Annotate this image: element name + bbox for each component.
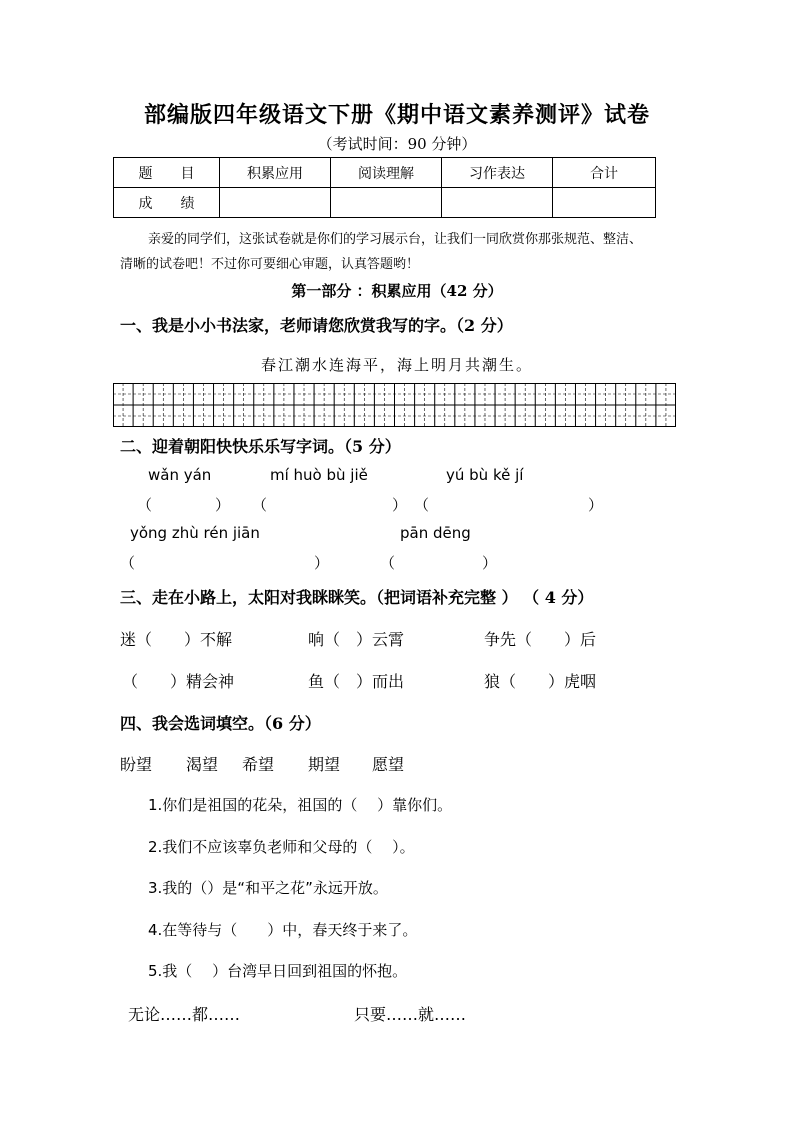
fill-blank-item: 4.在等待与（ ）中，春天终于来了。	[148, 921, 418, 939]
idiom-fill-item: 迷（ ）不解	[120, 630, 233, 649]
writing-grid[interactable]	[113, 383, 676, 427]
score-cell[interactable]	[553, 188, 656, 218]
question-1-title: 一、我是小小书法家，老师请您欣赏我写的字。（2 分）	[120, 316, 513, 335]
word-choice: 盼望	[120, 755, 153, 774]
score-table-header-cell: 习作表达	[442, 158, 553, 188]
intro-line-1: 亲爱的同学们，这张试卷就是你们的学习展示台，让我们一同欣赏你那张规范、整洁、	[148, 232, 643, 247]
score-table-header-row	[114, 158, 656, 188]
word-choice: 愿望	[372, 755, 405, 774]
connective-phrase: 无论……都……	[128, 1005, 241, 1024]
score-table	[113, 157, 656, 218]
idiom-fill-item: （ ）精会神	[122, 672, 235, 691]
question-4-title: 四、我会选词填空。（6 分）	[120, 714, 321, 733]
answer-paren-open: （	[252, 496, 268, 514]
answer-paren-open: （	[414, 496, 430, 514]
score-cell[interactable]	[220, 188, 331, 218]
calligraphy-poem: 春江潮水连海平，海上明月共潮生。	[260, 356, 533, 374]
score-cell[interactable]	[331, 188, 442, 218]
score-table-header-cell: 题 目	[114, 158, 220, 188]
word-choice: 渴望	[186, 755, 219, 774]
score-table-score-row	[114, 188, 656, 218]
answer-paren-close: ）	[588, 496, 604, 514]
score-table-header-cell: 积累应用	[220, 158, 331, 188]
pinyin-1: wǎn yán	[148, 466, 212, 484]
fill-blank-item: 5.我（ ）台湾早日回到祖国的怀抱。	[148, 962, 408, 980]
word-choice: 期望	[308, 755, 341, 774]
answer-paren-open: （	[380, 554, 396, 572]
fill-blank-item: 2.我们不应该辜负老师和父母的（ ）。	[148, 838, 415, 856]
answer-paren-open: （	[120, 554, 136, 572]
score-table-header-cell: 阅读理解	[331, 158, 442, 188]
word-choice: 希望	[242, 755, 275, 774]
answer-paren-close: ）	[392, 496, 408, 514]
part1-title: 第一部分 ：积累应用（42 分）	[291, 282, 503, 300]
connective-phrase: 只要……就……	[354, 1005, 467, 1024]
score-row-label: 成 绩	[114, 188, 220, 218]
question-3-title: 三、走在小路上，太阳对我眯眯笑。（把词语补充完整 ） （ 4 分）	[120, 588, 594, 607]
fill-blank-item: 3.我的（）是“和平之花”永远开放。	[148, 879, 388, 897]
idiom-fill-item: 狼（ ）虎咽	[484, 672, 597, 691]
pinyin-2: mí huò bù jiě	[270, 466, 368, 484]
answer-paren-close: ）	[314, 554, 330, 572]
idiom-fill-item: 争先（ ）后	[484, 630, 597, 649]
answer-paren-close: ）	[482, 554, 498, 572]
exam-duration: （考试时间：90 分钟）	[317, 135, 477, 153]
intro-line-2: 清晰的试卷吧！不过你可要细心审题，认真答题哟！	[120, 257, 420, 272]
question-2-title: 二、迎着朝阳快快乐乐写字词。（5 分）	[120, 437, 401, 456]
idiom-fill-item: 响（ ）云霄	[308, 630, 405, 649]
answer-paren-close: ）	[215, 496, 231, 514]
answer-paren-open: （	[137, 496, 153, 514]
pinyin-5: pān dēng	[400, 524, 471, 542]
pinyin-3: yú bù kě jí	[446, 466, 524, 484]
idiom-fill-item: 鱼（ ）而出	[308, 672, 405, 691]
fill-blank-item: 1.你们是祖国的花朵，祖国的（ ）靠你们。	[148, 796, 453, 814]
score-cell[interactable]	[442, 188, 553, 218]
pinyin-4: yǒng zhù rén jiān	[130, 524, 260, 542]
page-title: 部编版四年级语文下册《期中语文素养测评》试卷	[143, 102, 650, 128]
score-table-header-cell: 合计	[553, 158, 656, 188]
